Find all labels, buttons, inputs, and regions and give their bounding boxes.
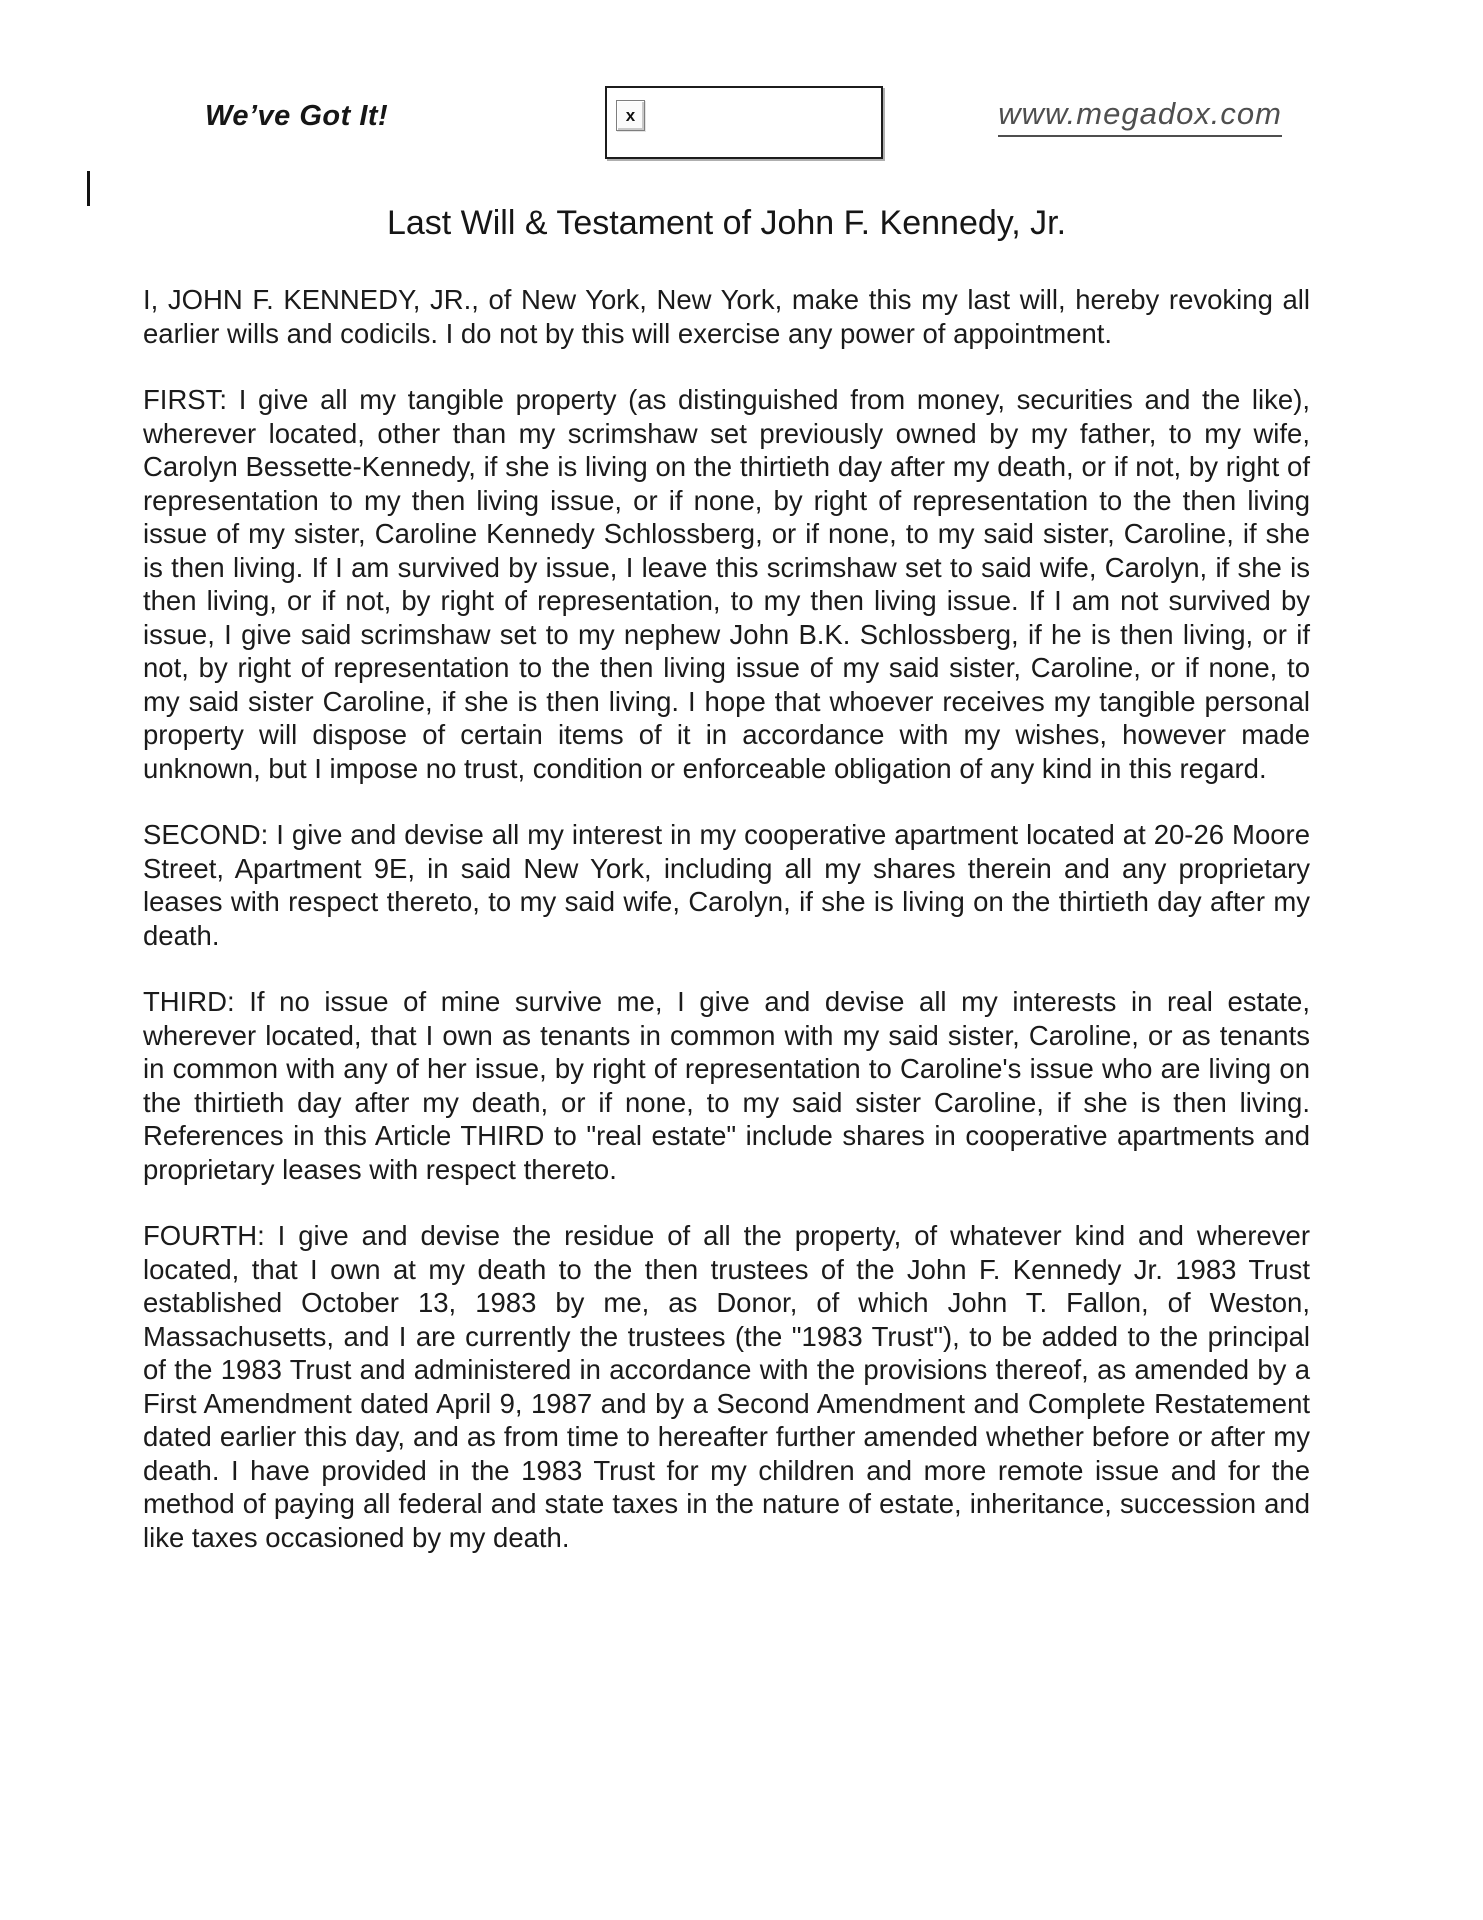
article-second-paragraph: SECOND: I give and devise all my interest in my cooperative apartment located at 20-26 Moore Street, Apartment 9E, in said New York, including all my shares therein and any proprietary leases with respect thereto, to my said wife, Carolyn, if she is living on the thirtieth day after my death. <box>143 819 1310 951</box>
document-title: Last Will & Testament of John F. Kennedy, Jr. <box>386 204 1067 242</box>
article-first-paragraph: FIRST: I give all my tangible property (as distinguished from money, securities and the like), wherever located, other than my scrimshaw set previously owned by my father, to my wife, Carolyn Bessette-Kennedy, if she is living on the thirtieth day after my death, or if not, by right of representation to my then living issue, or if none, by right of representation to the then living issue of my sister, Caroline Kennedy Schlossberg, or if none, to my said sister, Caroline, if she is then living. If I am survived by issue, I leave this scrimshaw set to said wife, Carolyn, if she is then living, or if not, by right of representation, to my then living issue. If I am not survived by issue, I give said scrimshaw set to my nephew John B.K. Schlossberg, if he is then living, or if not, by right of representation to the then living issue of my said sister, Caroline, or if none, to my said sister Caroline, if she is then living. I hope that whoever receives my tangible personal property will dispose of certain items of it in accordance with my wishes, however made unknown, but I impose no trust, condition or enforceable obligation of any kind in this regard. <box>143 384 1310 784</box>
website-link[interactable]: www.megadox.com <box>998 96 1282 137</box>
article-third-paragraph: THIRD: If no issue of mine survive me, I give and devise all my interests in real estate, wherever located, that I own as tenants in common with my said sister, Caroline, or as tenants in common with any of her issue, by right of representation to Caroline's issue who are living on the thirtieth day after my death, or if none, to my said sister Caroline, if she is then living. References in this Article THIRD to "real estate" include shares in cooperative apartments and proprietary leases with respect thereto. <box>143 986 1310 1185</box>
broken-image-placeholder <box>605 86 883 159</box>
tagline-text: We’ve Got It! <box>205 100 389 132</box>
broken-image-icon: x <box>616 100 645 131</box>
document-body <box>143 283 1310 1554</box>
intro-paragraph: I, JOHN F. KENNEDY, JR., of New York, New York, make this my last will, hereby revoking all earlier wills and codicils. I do not by this will exercise any power of appointment. <box>143 284 1310 349</box>
text-cursor <box>87 171 90 206</box>
article-fourth-paragraph: FOURTH: I give and devise the residue of all the property, of whatever kind and wherever located, that I own at my death to the then trustees of the John F. Kennedy Jr. 1983 Trust established October 13, 1983 by me, as Donor, of which John T. Fallon, of Weston, Massachusetts, and I are currently the trustees (the "1983 Trust"), to be added to the principal of the 1983 Trust and administered in accordance with the provisions thereof, as amended by a First Amendment dated April 9, 1987 and by a Second Amendment and Complete Restatement dated earlier this day, and as from time to hereafter further amended whether before or after my death. I have provided in the 1983 Trust for my children and more remote issue and for the method of paying all federal and state taxes in the nature of estate, inheritance, succession and like taxes occasioned by my death. <box>143 1220 1310 1553</box>
